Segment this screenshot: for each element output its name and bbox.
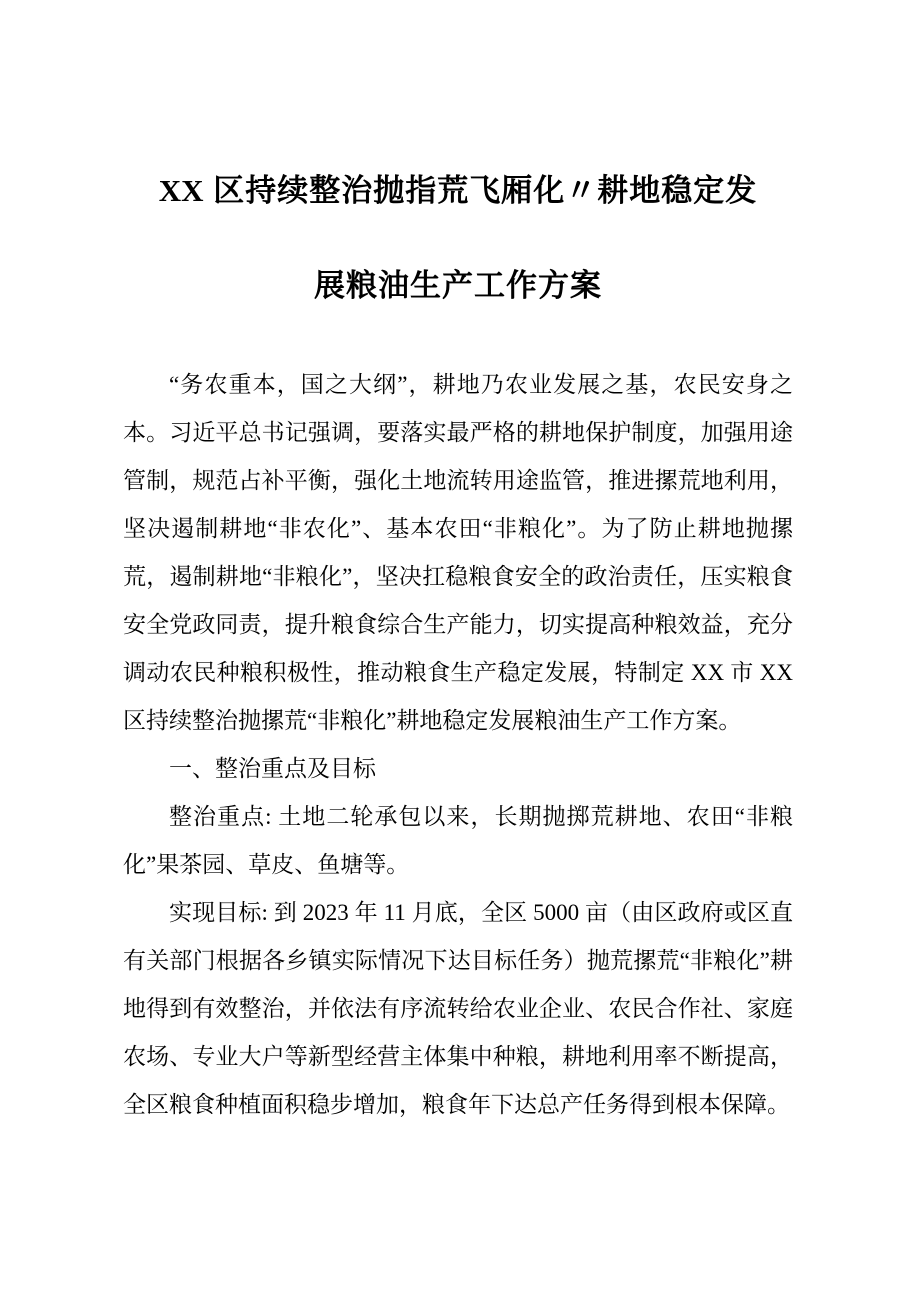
section-heading-1: 一、整治重点及目标 [169,756,376,781]
document-body [123,361,793,1129]
title-line-1 [159,173,757,208]
title-line-1-text: 区持续整治抛指荒飞厢化〃耕地稳定发 [203,173,758,208]
document-title [123,0,793,333]
paragraph-intro: “务农重本，国之大纲”，耕地乃农业发展之基，农民安身之本。习近平总书记强调，要落实最严格的耕地保护制度，加强用途管制，规范占补平衡，强化土地流转用途监管，推进摞荒地利用，坚决遏制耕地“非农化”、基本农田“非粮化”。为了防止耕地抛摞荒，遏制耕地“非粮化”，坚决扛稳粮食安全的政治责任，压实粮食安全党政同责，提升粮食综合生产能力，切实提高种粮效益，充分调动农民种粮积极性，推动粮食生产稳定发展，特制定 XX 市 XX 区持续整治抛摞荒“非粮化”耕地稳定发展粮油生产工作方案。 [123,372,793,733]
paragraph-goals: 实现目标: 到 2023 年 11 月底，全区 5000 亩（由区政府或区直有关部门根据各乡镇实际情况下达目标任务）抛荒摞荒“非粮化”耕地得到有效整治，并依法有序流转给农业企业、农民合作社、家庭农场、专业大户等新型经营主体集中种粮，耕地利用率不断提高，全区粮食种植面积稳步增加，粮食年下达总产任务得到根本保障。 [123,900,793,1117]
title-line-2: 展粮油生产工作方案 [314,268,602,303]
document-content [123,0,793,1129]
paragraph-key-points: 整治重点: 土地二轮承包以来，长期抛掷荒耕地、农田“非粮化”果茶园、草皮、鱼塘等。 [123,804,793,877]
title-latin-prefix: XX [158,173,204,208]
